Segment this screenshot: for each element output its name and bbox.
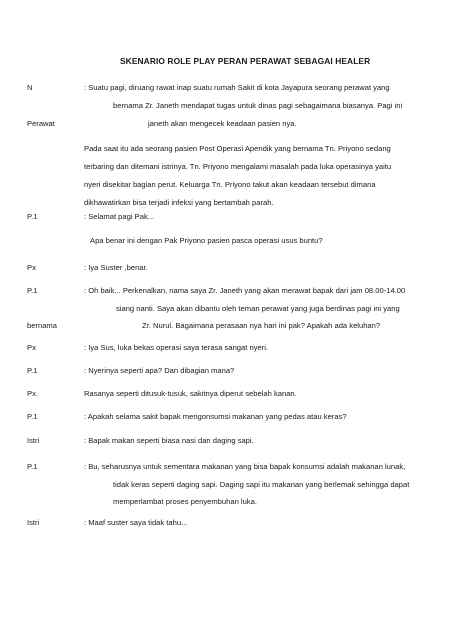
speaker-label: P.1: [27, 286, 38, 295]
dialogue-text: : Bapak makan seperti biasa nasi dan daging sapi.: [84, 436, 254, 445]
speaker-label: bernama: [27, 321, 57, 330]
dialogue-text: : Oh baik... Perkenalkan, nama saya Zr. Janeth yang akan merawat bapak dari jam 08.00-14.00: [84, 286, 406, 295]
dialogue-text: bernama Zr. Janeth mendapat tugas untuk dinas pagi sebagaimana biasanya. Pagi ini: [113, 101, 403, 110]
dialogue-text: Zr. Nurul. Bagaimana perasaan nya hari ini pak? Apakah ada keluhan?: [142, 321, 381, 330]
speaker-label: Istri: [27, 436, 40, 445]
dialogue-text: : Suatu pagi, diruang rawat inap suatu rumah Sakit di kota Jayapura seorang perawat yang: [84, 83, 390, 92]
dialogue-text: : Maaf suster saya tidak tahu...: [84, 518, 188, 527]
speaker-label: P.1: [27, 366, 38, 375]
speaker-label: Px: [27, 263, 36, 272]
dialogue-text: : Iya Suster ,benar.: [84, 263, 148, 272]
narration-text: nyeri disekitar bagian perut. Keluarga Tn. Priyono takut akan keadaan tersebut dimana: [84, 180, 376, 189]
dialogue-text: : Nyerinya seperti apa? Dan dibagian mana?: [84, 366, 235, 375]
dialogue-text: : Bu, seharusnya untuk sementara makanan yang bisa bapak konsumsi adalah makanan lunak,: [84, 462, 406, 471]
document-title: SKENARIO ROLE PLAY PERAN PERAWAT SEBAGAI HEALER: [120, 56, 371, 66]
dialogue-text: : Selamat pagi Pak...: [84, 212, 155, 221]
dialogue-text: janeth akan mengecek keadaan pasien nya.: [148, 119, 297, 128]
narration-text: Pada saat itu ada seorang pasien Post Operasi Apendik yang bernama Tn. Priyono sedang: [84, 144, 391, 153]
dialogue-text: memperlambat proses penyembuhan luka.: [113, 497, 257, 506]
dialogue-text: Apa benar ini dengan Pak Priyono pasien pasca operasi usus buntu?: [90, 236, 323, 245]
speaker-label: Perawat: [27, 119, 55, 128]
speaker-label: P.1: [27, 412, 38, 421]
speaker-label: Px.: [27, 389, 38, 398]
speaker-label: Istri: [27, 518, 40, 527]
dialogue-text: : Apakah selama sakit bapak mengonsumsi makanan yang pedas atau keras?: [84, 412, 347, 421]
dialogue-text: siang nanti. Saya akan dibantu oleh teman perawat yang juga berdinas pagi ini yang: [116, 304, 400, 313]
dialogue-text: : Iya Sus, luka bekas operasi saya terasa sangat nyeri.: [84, 343, 269, 352]
narration-text: dikhawatirkan bisa terjadi infeksi yang bertambah parah.: [84, 198, 274, 207]
speaker-label: N: [27, 83, 33, 92]
speaker-label: Px: [27, 343, 36, 352]
dialogue-text: Rasanya seperti ditusuk-tusuk, sakitnya diperut sebelah kanan.: [84, 389, 297, 398]
speaker-label: P.1: [27, 462, 38, 471]
narration-text: terbaring dan ditemani istrinya. Tn. Priyono mengalami masalah pada luka operasinya yaitu: [84, 162, 392, 171]
dialogue-text: tidak keras seperti daging sapi. Daging sapi itu makanan yang berlemak sehingga dapat: [113, 480, 410, 489]
speaker-label: P.1: [27, 212, 38, 221]
